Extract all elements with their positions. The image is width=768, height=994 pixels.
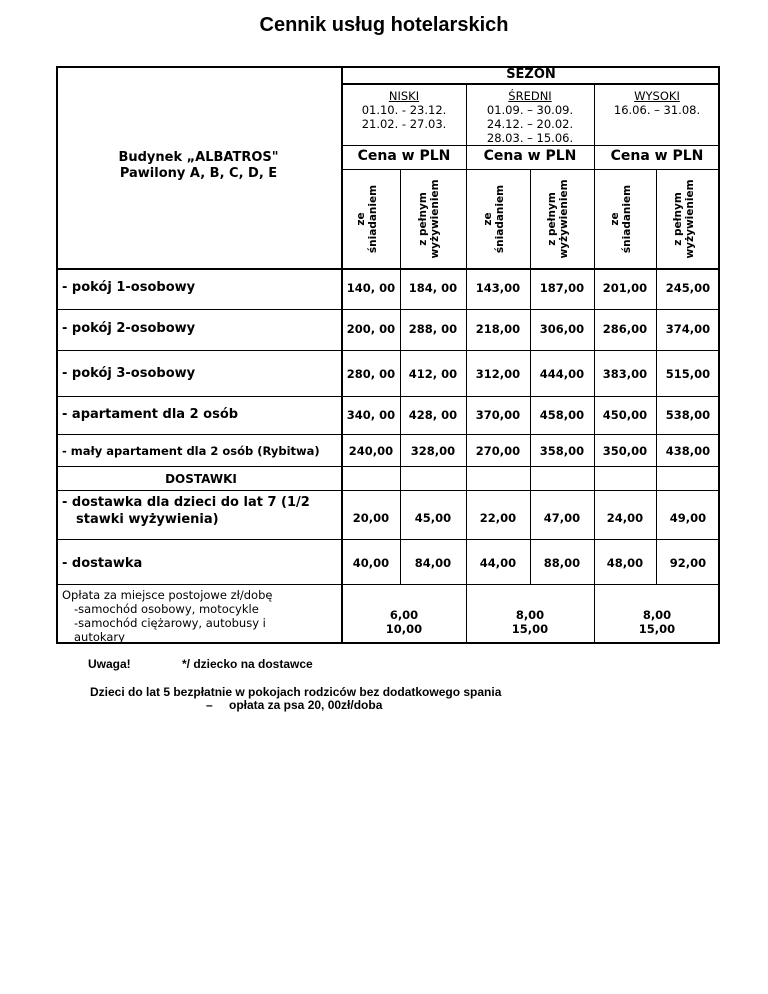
price-cell: 306,00 — [539, 322, 585, 336]
season-name: NISKI — [388, 89, 420, 103]
note-dog-fee: opłata za psa 20, 00zł/doba — [229, 698, 383, 712]
price-cell: 49,00 — [669, 511, 707, 525]
note-label: Uwaga! — [88, 657, 131, 671]
extra-label: - dostawka dla dzieci do lat 7 (1/2 stawki wyżywienia) — [62, 495, 310, 527]
price-cell: 22,00 — [479, 511, 517, 525]
row-divider — [56, 539, 720, 540]
col-full-board: z pełnym wyżywieniem — [672, 179, 696, 259]
price-cell: 40,00 — [352, 556, 390, 570]
currency-label: Cena w PLN — [610, 148, 704, 164]
price-cell: 458,00 — [539, 408, 585, 422]
price-cell: 84,00 — [414, 556, 452, 570]
row-divider — [56, 466, 720, 467]
season-dates: 24.12. – 20.02. — [486, 117, 574, 131]
season-dates: 28.03. – 15.06. — [486, 131, 574, 145]
season-dates: 01.10. - 23.12. — [361, 103, 447, 117]
row-divider — [56, 584, 720, 585]
room-label: - pokój 2-osobowy — [62, 321, 196, 336]
row-divider — [56, 309, 720, 310]
price-cell: 340, 00 — [346, 408, 396, 422]
building-label — [56, 150, 341, 182]
row-divider — [56, 490, 720, 491]
room-label: - apartament dla 2 osób — [62, 407, 239, 422]
season-dates: 21.02. - 27.03. — [361, 117, 447, 131]
extra-label: - dostawka — [62, 556, 143, 571]
column-divider — [400, 169, 401, 585]
building-pavilions: Pawilony A, B, C, D, E — [119, 166, 278, 181]
price-cell: 48,00 — [606, 556, 644, 570]
price-cell: 350,00 — [602, 444, 648, 458]
season-low — [342, 89, 466, 131]
price-cell: 312,00 — [475, 367, 521, 381]
col-breakfast: ze śniadaniem — [355, 184, 379, 254]
price-cell: 412, 00 — [408, 367, 458, 381]
price-cell: 515,00 — [665, 367, 711, 381]
price-cell: 245,00 — [665, 281, 711, 295]
price-cell: 444,00 — [539, 367, 585, 381]
note-free-children: Dzieci do lat 5 bezpłatnie w pokojach rodziców bez dodatkowego spania — [90, 685, 502, 699]
price-cell: 187,00 — [539, 281, 585, 295]
season-label: SEZON — [506, 67, 556, 82]
currency-label: Cena w PLN — [483, 148, 577, 164]
price-cell: 538,00 — [665, 408, 711, 422]
row-divider — [56, 434, 720, 435]
price-cell: 288, 00 — [408, 322, 458, 336]
season-name: WYSOKI — [634, 89, 680, 103]
row-divider — [56, 350, 720, 351]
price-cell: 24,00 — [606, 511, 644, 525]
note-dash: – — [206, 698, 213, 712]
price-cell: 428, 00 — [408, 408, 458, 422]
price-cell: 200, 00 — [346, 322, 396, 336]
room-label: - pokój 3-osobowy — [62, 366, 196, 381]
building-name: Budynek „ALBATROS" — [118, 150, 279, 165]
season-dates: 16.06. – 31.08. — [613, 103, 701, 117]
price-cell: 328,00 — [410, 444, 456, 458]
season-high — [594, 89, 720, 117]
price-cell: 438,00 — [665, 444, 711, 458]
price-cell: 184, 00 — [408, 281, 458, 295]
col-breakfast: ze śniadaniem — [609, 184, 633, 254]
col-full-board: z pełnym wyżywieniem — [417, 179, 441, 259]
row-divider — [56, 396, 720, 397]
currency-label: Cena w PLN — [357, 148, 451, 164]
col-breakfast: ze śniadaniem — [482, 184, 506, 254]
price-cell: 240,00 — [348, 444, 394, 458]
page-title: Cennik usług hotelarskich — [259, 14, 509, 36]
price-cell: 370,00 — [475, 408, 521, 422]
price-cell: 45,00 — [414, 511, 452, 525]
season-mid — [466, 89, 594, 145]
price-cell: 140, 00 — [346, 281, 396, 295]
note-child: */ dziecko na dostawce — [182, 657, 313, 671]
season-divider — [342, 83, 720, 85]
price-cell: 383,00 — [602, 367, 648, 381]
room-label: - mały apartament dla 2 osób (Rybitwa) — [62, 444, 320, 458]
room-label: - pokój 1-osobowy — [62, 280, 196, 295]
price-cell: 280, 00 — [346, 367, 396, 381]
price-cell: 218,00 — [475, 322, 521, 336]
column-divider — [466, 85, 467, 644]
price-cell: 47,00 — [543, 511, 581, 525]
currency-divider — [342, 169, 720, 170]
price-cell: 450,00 — [602, 408, 648, 422]
season-dates: 01.09. – 30.09. — [486, 103, 574, 117]
price-cell: 286,00 — [602, 322, 648, 336]
parking-label: Opłata za miejsce postojowe zł/dobę -samochód osobowy, motocykle -samochód ciężarowy, autobusy i autokary — [62, 588, 273, 644]
price-cell: 44,00 — [479, 556, 517, 570]
col-full-board: z pełnym wyżywieniem — [546, 179, 570, 259]
parking-price-high: 8,00 15,00 — [638, 608, 676, 636]
price-cell: 201,00 — [602, 281, 648, 295]
price-cell: 143,00 — [475, 281, 521, 295]
extra-section-title: DOSTAWKI — [165, 472, 237, 486]
price-cell: 374,00 — [665, 322, 711, 336]
dates-divider — [342, 145, 720, 146]
price-cell: 88,00 — [543, 556, 581, 570]
parking-price-mid: 8,00 15,00 — [511, 608, 549, 636]
price-cell: 20,00 — [352, 511, 390, 525]
price-cell: 270,00 — [475, 444, 521, 458]
price-cell: 92,00 — [669, 556, 707, 570]
season-name: ŚREDNI — [508, 89, 552, 103]
column-divider — [656, 169, 657, 585]
column-divider — [594, 85, 595, 644]
parking-price-low: 6,00 10,00 — [385, 608, 423, 636]
price-cell: 358,00 — [539, 444, 585, 458]
column-divider — [530, 169, 531, 585]
